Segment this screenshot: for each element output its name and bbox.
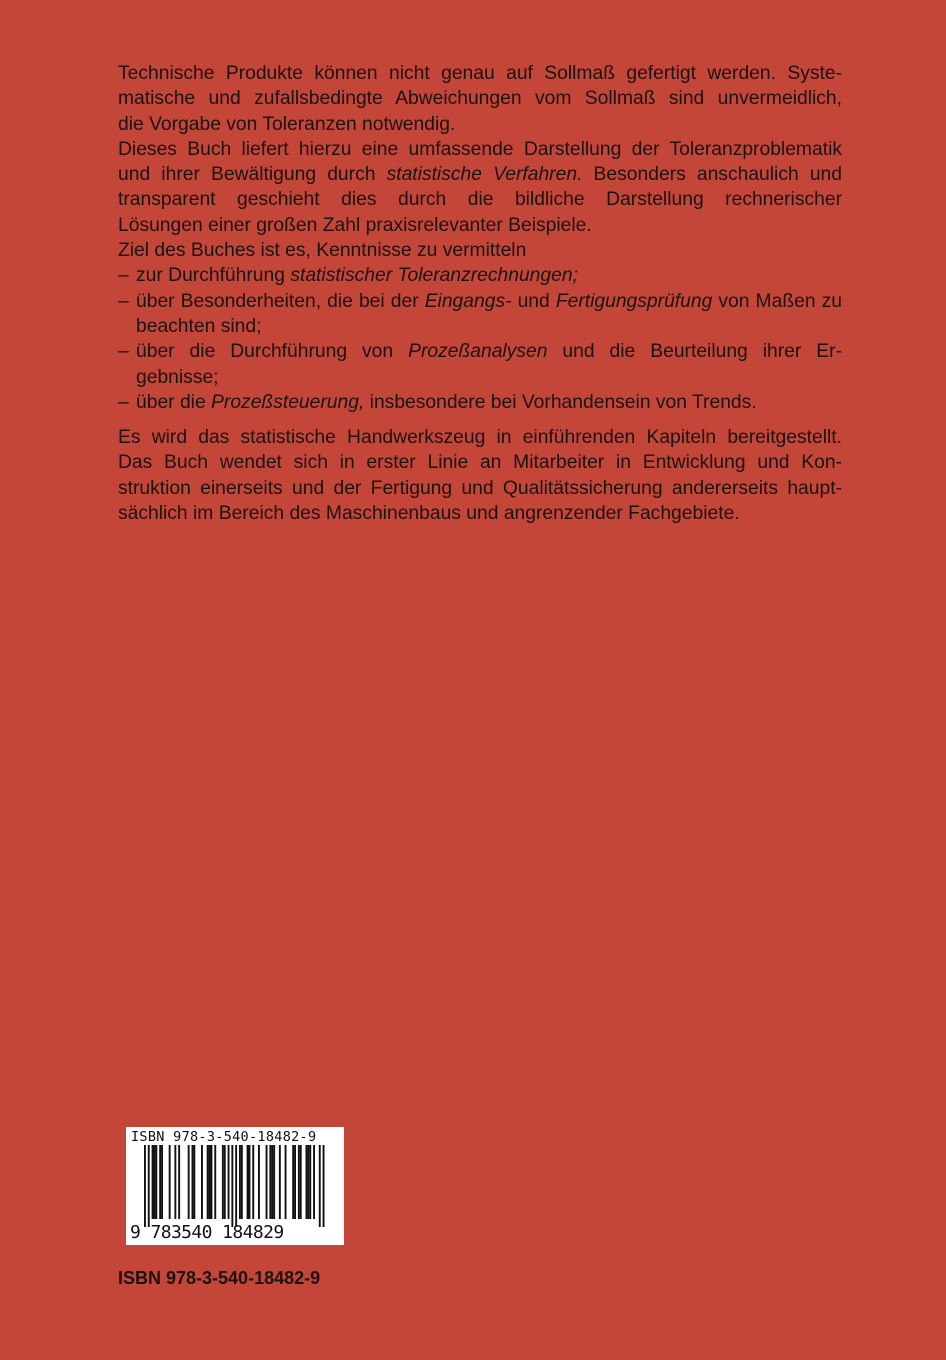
text-segment: Besonders anschaulich und: [582, 164, 842, 186]
text-line: Das Buch wendet sich in erster Linie an Mitarbeiter in Entwicklung und Kon-: [118, 452, 842, 474]
barcode-bar: [154, 1145, 156, 1219]
emphasis-text: Prozeßanalysen: [408, 341, 548, 363]
text-line: gebnisse;: [136, 366, 219, 388]
paragraph-book-description: [118, 137, 842, 238]
barcode-bar: [307, 1145, 309, 1219]
barcode: [126, 1127, 344, 1245]
barcode-bar: [249, 1145, 251, 1219]
barcode-bar: [306, 1145, 308, 1219]
text-segment: und: [511, 290, 556, 312]
barcode-bar: [174, 1145, 176, 1219]
barcode-bar: [292, 1145, 294, 1219]
list-item: [118, 263, 842, 288]
barcode-bar: [159, 1145, 161, 1219]
text-segment: von Maßen zu: [712, 290, 842, 312]
barcode-bar: [207, 1145, 209, 1219]
emphasis-text: Fertigungsprüfung: [555, 290, 713, 312]
barcode-bar: [222, 1145, 224, 1219]
goals-list: [118, 263, 842, 415]
barcode-bar: [214, 1145, 216, 1219]
text-line: matische und zufallsbedingte Abweichungen vom Sollmaß sind unvermeidlich,: [118, 88, 842, 110]
text-line: Dieses Buch liefert hierzu eine umfassende Darstellung der Toleranzproblematik: [118, 138, 842, 160]
barcode-bar: [148, 1145, 150, 1227]
barcode-bar: [155, 1145, 157, 1219]
barcode-bar: [169, 1145, 171, 1219]
barcode-bar: [273, 1145, 275, 1219]
barcode-bar: [144, 1145, 146, 1227]
barcode-bar: [239, 1145, 241, 1219]
emphasis-text: statistische Verfahren.: [386, 164, 583, 186]
text-line: [136, 339, 842, 364]
barcode-bar: [209, 1145, 211, 1219]
text-line: [118, 162, 842, 187]
barcode-bar: [266, 1145, 268, 1219]
text-line: transparent geschieht dies durch die bildliche Darstellung rechnerischer: [118, 189, 842, 211]
text-line: beachten sind;: [136, 315, 262, 337]
isbn-text: ISBN 978-3-540-18482-9: [118, 1268, 321, 1288]
back-cover-blurb: [118, 61, 842, 526]
barcode-bar: [178, 1145, 180, 1219]
text-line: Technische Produkte können nicht genau auf Sollmaß gefertigt werden. Syste-: [118, 63, 842, 84]
text-segment: und ihrer Bewältigung durch: [118, 164, 387, 186]
text-segment: über die Durchführung von: [136, 341, 409, 363]
paragraph-intro: [118, 61, 842, 137]
bullet-dash: –: [118, 391, 129, 413]
text-line: [136, 390, 842, 415]
barcode-bar: [228, 1145, 230, 1219]
barcode-bar: [211, 1145, 213, 1219]
barcode-bar: [201, 1145, 203, 1219]
barcode-bar: [271, 1145, 273, 1219]
list-item: [118, 390, 842, 415]
text-line: Ziel des Buches ist es, Kenntnisse zu vermitteln: [118, 240, 527, 262]
barcode-bar: [161, 1145, 163, 1219]
emphasis-text: Eingangs-: [424, 290, 512, 312]
barcode-bar: [252, 1145, 254, 1219]
barcode-bar: [247, 1145, 249, 1219]
barcode-bar: [285, 1145, 287, 1219]
paragraph-spacer: [118, 415, 842, 425]
text-segment: über die: [136, 391, 212, 413]
barcode-bar: [279, 1145, 281, 1219]
barcode-bar: [193, 1145, 195, 1219]
text-line: die Vorgabe von Toleranzen notwendig.: [118, 113, 456, 135]
barcode-digits: 9 783540 184829: [130, 1222, 284, 1243]
barcode-bar: [188, 1145, 190, 1219]
barcode-bar: [319, 1145, 321, 1227]
barcode-bar: [152, 1145, 154, 1219]
paragraph-goals-intro: [118, 238, 842, 263]
text-segment: und die Beurteilung ihrer Er-: [547, 341, 842, 363]
list-item: [118, 289, 842, 340]
paragraph-audience: [118, 425, 842, 526]
barcode-bar: [241, 1145, 243, 1219]
bullet-dash: –: [118, 265, 129, 287]
text-segment: insbesondere bei Vorhandensein von Trends.: [364, 391, 757, 413]
barcode-bar: [309, 1145, 311, 1219]
list-item: [118, 339, 842, 390]
barcode-bar: [294, 1145, 296, 1219]
bullet-dash: –: [118, 341, 129, 363]
text-line: [136, 289, 842, 314]
emphasis-text: Prozeßsteuerung,: [211, 391, 365, 413]
barcode-bar: [300, 1145, 302, 1219]
emphasis-text: statistischer Toleranzrechnungen;: [290, 265, 578, 287]
barcode-isbn-label: ISBN 978-3-540-18482-9: [131, 1129, 317, 1145]
barcode-bar: [231, 1145, 233, 1227]
barcode-bar: [298, 1145, 300, 1219]
barcode-bar: [269, 1145, 271, 1219]
text-line: [136, 263, 842, 288]
text-segment: zur Durchführung: [136, 265, 291, 287]
text-line: sächlich im Bereich des Maschinenbaus und angrenzender Fachgebiete.: [118, 503, 740, 525]
barcode-bar: [323, 1145, 325, 1227]
text-line: Lösungen einer großen Zahl praxisrelevanter Beispiele.: [118, 214, 592, 236]
bullet-dash: –: [118, 290, 129, 312]
barcode-bar: [224, 1145, 226, 1219]
barcode-bar: [235, 1145, 237, 1227]
barcode-bar: [192, 1145, 194, 1219]
text-line: Es wird das statistische Handwerkszeug in einführenden Kapiteln bereitgestellt.: [118, 427, 842, 449]
text-segment: über Besonderheiten, die bei der: [136, 290, 425, 312]
text-line: struktion einerseits und der Fertigung und Qualitätssicherung andererseits haupt-: [118, 477, 842, 499]
barcode-bar: [258, 1145, 260, 1219]
barcode-bar: [313, 1145, 315, 1219]
